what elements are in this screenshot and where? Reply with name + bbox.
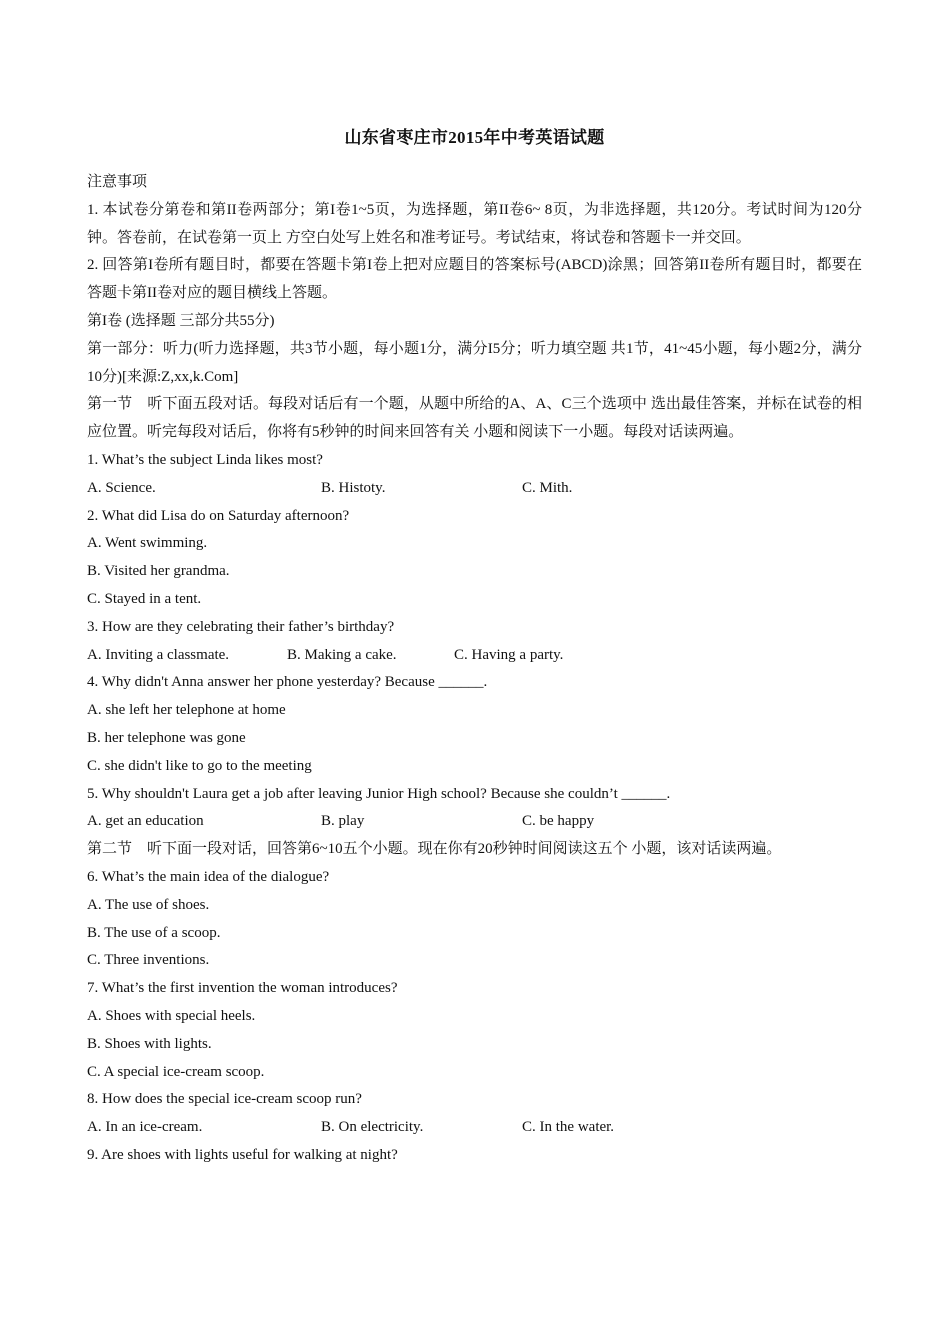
exam-content: [87, 169, 862, 1170]
section-1-instructions: 第一节 听下面五段对话。每段对话后有一个题，从题中所给的A、A、C三个选项中 选出最佳答案，并标在试卷的相应位置。听完每段对话后，你将有5秒钟的时间来回答有关 小题和阅读下一小题。每段对话读两遍。: [87, 396, 862, 441]
option-row: [87, 1114, 862, 1142]
question-stem: 7. What’s the first invention the woman introduces?: [87, 980, 398, 997]
question-stem: 9. Are shoes with lights useful for walking at night?: [87, 1146, 398, 1163]
option-row: [87, 808, 862, 836]
option-a: A. Went swimming.: [87, 535, 208, 552]
option-c: C. she didn't like to go to the meeting: [87, 757, 312, 774]
option-c: C. Three inventions.: [87, 952, 210, 969]
question-stem: 3. How are they celebrating their father’s birthday?: [87, 618, 395, 635]
option-a: A. In an ice-cream.: [87, 1119, 203, 1136]
question-stem: 6. What’s the main idea of the dialogue?: [87, 868, 330, 885]
option-row: [87, 642, 862, 670]
option-c: C. be happy: [522, 813, 595, 830]
option-a: A. Science.: [87, 479, 156, 496]
option-b: B. The use of a scoop.: [87, 924, 221, 941]
option-a: A. The use of shoes.: [87, 896, 210, 913]
notice-heading: 注意事项: [87, 174, 148, 190]
option-b: B. play: [321, 813, 365, 830]
option-b: B. her telephone was gone: [87, 729, 246, 746]
option-c: C. Having a party.: [454, 646, 564, 663]
option-b: B. Making a cake.: [287, 646, 397, 663]
option-b: B. Shoes with lights.: [87, 1035, 212, 1052]
option-b: B. Visited her grandma.: [87, 563, 230, 580]
option-row: [87, 475, 862, 503]
option-a: A. Inviting a classmate.: [87, 646, 230, 663]
question-stem: 4. Why didn't Anna answer her phone yesterday? Because ______.: [87, 674, 488, 691]
question-stem: 1. What’s the subject Linda likes most?: [87, 451, 323, 468]
option-a: A. she left her telephone at home: [87, 702, 286, 719]
option-c: C. Mith.: [522, 479, 573, 496]
exam-title: 山东省枣庄市2015年中考英语试题: [344, 128, 605, 147]
option-a: A. Shoes with special heels.: [87, 1007, 256, 1024]
question-stem: 2. What did Lisa do on Saturday afternoon?: [87, 507, 350, 524]
option-c: C. A special ice-cream scoop.: [87, 1063, 265, 1080]
option-a: A. get an education: [87, 813, 204, 830]
question-stem: 5. Why shouldn't Laura get a job after leaving Junior High school? Because she couldn’t ______.: [87, 785, 671, 802]
option-b: B. Histoty.: [321, 479, 386, 496]
option-c: C. In the water.: [522, 1119, 615, 1136]
option-c: C. Stayed in a tent.: [87, 590, 202, 607]
section-2-instructions: 第二节 听下面一段对话，回答第6~10五个小题。现在你有20秒钟时间阅读这五个 小题，该对话读两遍。: [87, 841, 782, 858]
volume-1-heading: 第I卷 (选择题 三部分共55分): [87, 312, 275, 329]
notice-item-1: 1. 本试卷分第卷和第II卷两部分；第I卷1~5页，为选择题，第II卷6~ 8页，为非选择题，共120分。考试时间为120分钟。答卷前，在试卷第一页上 方空白处写上姓名和准考证号。考试结束，将试卷和答题卡一并交回。: [87, 201, 862, 246]
part-1-instructions: 第一部分：听力(听力选择题，共3节小题，每小题1分，满分I5分；听力填空题 共1节，41~45小题，每小题2分，满分10分)[来源:Z,xx,k.Com]: [87, 340, 862, 385]
question-stem: 8. How does the special ice-cream scoop run?: [87, 1091, 362, 1108]
notice-item-2: 2. 回答第I卷所有题目时，都要在答题卡第I卷上把对应题目的答案标号(ABCD)涂黑；回答第II卷所有题目时，都要在答题卡第II卷对应的题目横线上答题。: [87, 257, 862, 302]
option-b: B. On electricity.: [321, 1119, 424, 1136]
